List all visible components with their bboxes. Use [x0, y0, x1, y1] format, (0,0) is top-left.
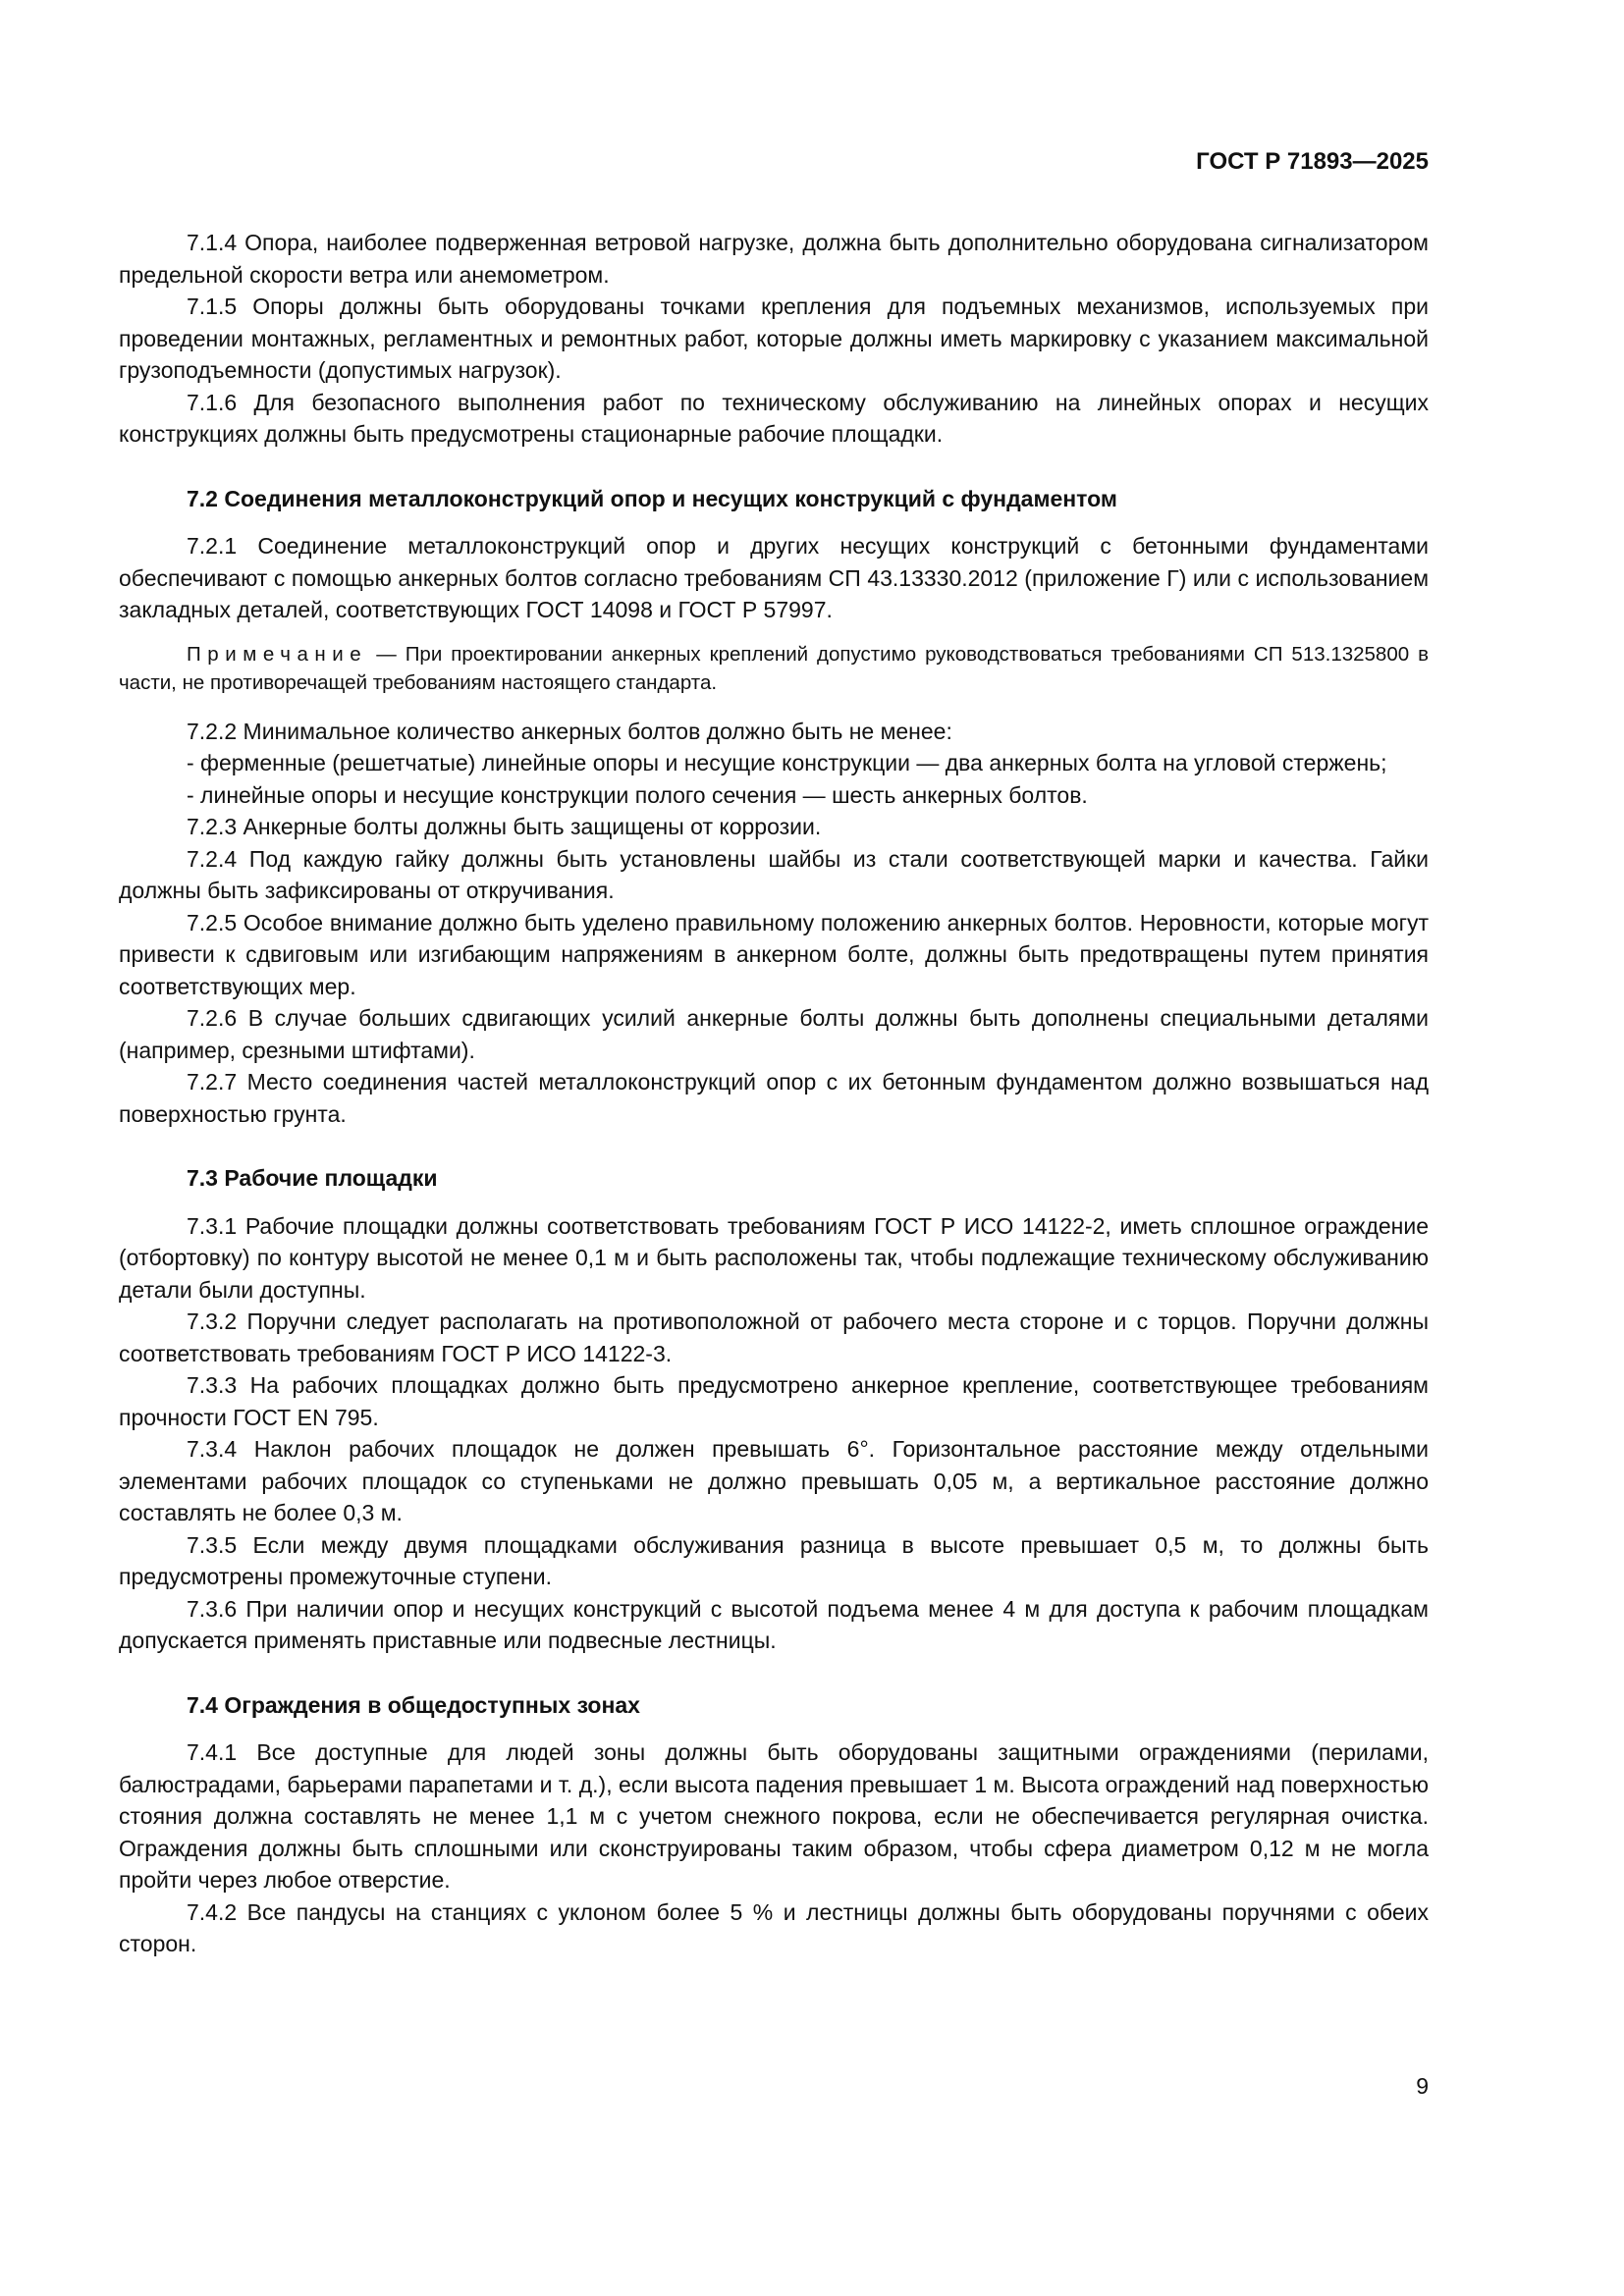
page-number: 9 — [1416, 2073, 1429, 2099]
document-body — [119, 227, 1429, 1960]
paragraph-7-3-6: 7.3.6 При наличии опор и несущих конструкций с высотой подъема менее 4 м для доступа к рабочим площадкам допускается применять приставные или подвесные лестницы. — [119, 1595, 1429, 1653]
paragraph-7-1-6: 7.1.6 Для безопасного выполнения работ по техническому обслуживанию на линейных опорах и несущих конструкциях должны быть предусмотрены стационарные рабочие площадки. — [119, 389, 1429, 447]
paragraph-7-1-4: 7.1.4 Опора, наиболее подверженная ветровой нагрузке, должна быть дополнительно оборудована сигнализатором предельной скорости ветра или анемометром. — [119, 230, 1429, 288]
section-heading-7-2: 7.2 Соединения металлоконструкций опор и несущих конструкций с фундаментом — [187, 485, 1117, 511]
paragraph-7-2-4: 7.2.4 Под каждую гайку должны быть установлены шайбы из стали соответствующей марки и качества. Гайки должны быть зафиксированы от откручивания. — [119, 845, 1429, 903]
paragraph-7-4-2: 7.4.2 Все пандусы на станциях с уклоном более 5 % и лестницы должны быть оборудованы поручнями с обеих сторон. — [119, 1898, 1429, 1956]
paragraph-7-2-5: 7.2.5 Особое внимание должно быть уделено правильному положению анкерных болтов. Неровности, которые могут привести к сдвиговым или изгибающим напряжениям в анкерном болте, должны быть предотвращены путем принятия соответствующих мер. — [119, 909, 1429, 999]
note-text: — При проектировании анкерных креплений допустимо руководствоваться требованиями СП 513.1325800 в части, не противоречащей требованиям настоящего стандарта. — [119, 642, 1429, 694]
paragraph-7-2-3: 7.2.3 Анкерные болты должны быть защищены от коррозии. — [187, 814, 822, 839]
paragraph-7-3-5: 7.3.5 Если между двумя площадками обслуживания разница в высоте превышает 0,5 м, то должны быть предусмотрены промежуточные ступени. — [119, 1531, 1429, 1589]
note-block — [119, 640, 1429, 697]
note-label: Примечание — [187, 642, 368, 666]
paragraph-7-2-7: 7.2.7 Место соединения частей металлоконструкций опор с их бетонным фундаментом должно возвышаться над поверхностью грунта. — [119, 1069, 1429, 1127]
paragraph-7-1-5: 7.1.5 Опоры должны быть оборудованы точками крепления для подъемных механизмов, используемых при проведении монтажных, регламентных и ремонтных работ, которые должны иметь маркировку с указанием максимальной грузоподъемности (допустимых нагрузок). — [119, 294, 1429, 383]
paragraph-7-4-1: 7.4.1 Все доступные для людей зоны должны быть оборудованы защитными ограждениями (перилами, балюстрадами, барьерами парапетами и т. д.), если высота падения превышает 1 м. Высота ограждений над поверхностью стояния должна составлять не менее 1,1 м с учетом снежного покрова, если не обеспечивается регулярная очистка. Ограждения должны быть сплошными или сконструированы таким образом, чтобы сфера диаметром 0,12 м не могла пройти через любое отверстие. — [119, 1739, 1429, 1893]
paragraph-7-3-4: 7.3.4 Наклон рабочих площадок не должен превышать 6°. Горизонтальное расстояние между отдельными элементами рабочих площадок со ступеньками не должно превышать 0,05 м, а вертикальное расстояние должно составлять не более 0,3 м. — [119, 1436, 1429, 1525]
paragraph-7-3-2: 7.3.2 Поручни следует располагать на противоположной от рабочего места стороне и с торцов. Поручни должны соответствовать требованиям ГОСТ Р ИСО 14122-3. — [119, 1308, 1429, 1366]
doc-number-header: ГОСТ Р 71893—2025 — [1196, 148, 1429, 175]
list-item-lattice-supports: - ферменные (решетчатые) линейные опоры и несущие конструкции — два анкерных болта на угловой стержень; — [187, 750, 1387, 775]
paragraph-7-2-1: 7.2.1 Соединение металлоконструкций опор и других несущих конструкций с бетонными фундаментами обеспечивают с помощью анкерных болтов согласно требованиям СП 43.13330.2012 (приложение Г) или с использованием закладных деталей, соответствующих ГОСТ 14098 и ГОСТ Р 57997. — [119, 533, 1429, 622]
paragraph-7-2-6: 7.2.6 В случае больших сдвигающих усилий анкерные болты должны быть дополнены специальными деталями (например, срезными штифтами). — [119, 1005, 1429, 1063]
paragraph-7-3-1: 7.3.1 Рабочие площадки должны соответствовать требованиям ГОСТ Р ИСО 14122-2, иметь сплошное ограждение (отбортовку) по контуру высотой не менее 0,1 м и быть расположены так, чтобы подлежащие техническому обслуживанию детали были доступны. — [119, 1212, 1429, 1303]
list-item-hollow-supports: - линейные опоры и несущие конструкции полого сечения — шесть анкерных болтов. — [187, 781, 1088, 808]
paragraph-7-2-2: 7.2.2 Минимальное количество анкерных болтов должно быть не менее: — [187, 718, 952, 744]
section-heading-7-3: 7.3 Рабочие площадки — [187, 1165, 438, 1191]
section-heading-7-4: 7.4 Ограждения в общедоступных зонах — [187, 1691, 640, 1718]
paragraph-7-3-3: 7.3.3 На рабочих площадках должно быть предусмотрено анкерное крепление, соответствующее требованиям прочности ГОСТ EN 795. — [119, 1372, 1429, 1430]
